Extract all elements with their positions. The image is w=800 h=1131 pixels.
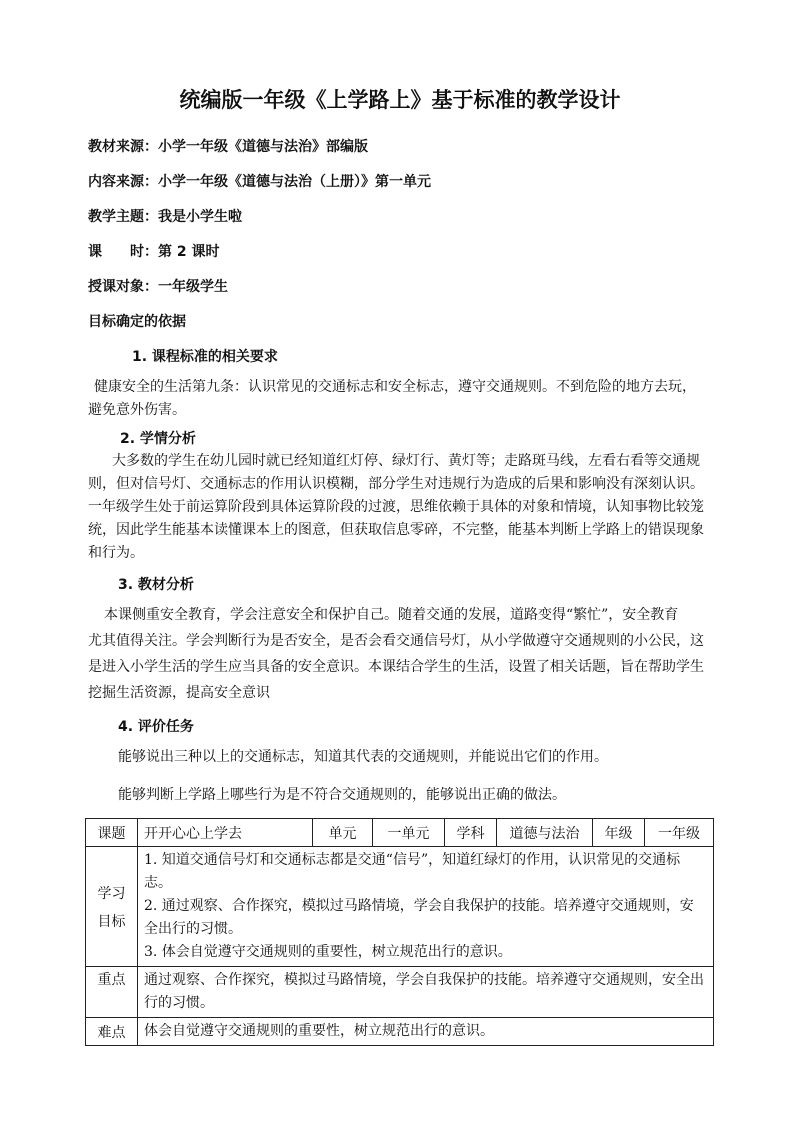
- goals-label: 学习 目标: [86, 847, 138, 967]
- difficult-label: 难点: [86, 1018, 138, 1046]
- lesson-plan-table: [85, 818, 714, 1046]
- key-label: 重点: [86, 967, 138, 1018]
- section-body-standards: 健康安全的生活第九条：认识常见的交通标志和安全标志，遵守交通规则。不到危险的地方去玩， 避免意外伤害。: [88, 379, 696, 418]
- grade-value: 一年级: [645, 819, 714, 847]
- subject-label: 学科: [445, 819, 497, 847]
- section-heading-students: 2. 学情分析: [120, 431, 196, 447]
- topic-value: 开开心心上学去: [138, 819, 313, 847]
- goals-content: 1. 知道交通信号灯和交通标志都是交通“信号”，知道红绿灯的作用，认识常见的交通标 志。 2. 通过观察、合作探究，模拟过马路情境，学会自我保护的技能。培养遵守交通规则，安 全出行的习惯。 3. 体会自觉遵守交通规则的重要性，树立规范出行的意识。: [138, 847, 714, 967]
- meta-audience: 授课对象：一年级学生: [88, 279, 228, 295]
- key-content: 通过观察、合作探究，模拟过马路情境，学会自我保护的技能。培养遵守交通规则，安全出 行的习惯。: [138, 967, 714, 1018]
- meta-theme: 教学主题：我是小学生啦: [88, 209, 242, 225]
- subject-value: 道德与法治: [497, 819, 593, 847]
- table-row-difficult-points: [86, 1018, 714, 1046]
- table-row-key-points: [86, 967, 714, 1018]
- evaluation-task-2: 能够判断上学路上哪些行为是不符合交通规则的，能够说出正确的做法。: [118, 787, 566, 803]
- grade-label: 年级: [593, 819, 645, 847]
- section-heading-evaluation: 4. 评价任务: [118, 719, 194, 735]
- meta-source: 教材来源：小学一年级《道德与法治》部编版: [88, 139, 368, 155]
- basis-heading: 目标确定的依据: [88, 314, 186, 330]
- unit-value: 一单元: [373, 819, 445, 847]
- table-row-goals: [86, 847, 714, 967]
- section-body-students: 大多数的学生在幼儿园时就已经知道红灯停、绿灯行、黄灯等；走路斑马线，左看右看等交通规 则，但对信号灯、交通标志的作用认识模糊，部分学生对违规行为造成的后果和影响没有深刻认识。 一年级学生处于前运算阶段到具体运算阶段的过渡，思维依赖于具体的对象和情境，认知事物比较笼 统，因此学生能基本读懂课本上的图意，但获取信息零碎，不完整，能基本判断上学路上的错误现象 和行为。: [88, 453, 704, 561]
- evaluation-task-1: 能够说出三种以上的交通标志，知道其代表的交通规则，并能说出它们的作用。: [118, 749, 608, 765]
- section-heading-standards: 1. 课程标准的相关要求: [132, 349, 278, 365]
- unit-label: 单元: [313, 819, 373, 847]
- meta-content-source: 内容来源：小学一年级《道德与法治（上册）》第一单元: [88, 174, 431, 190]
- topic-label: 课题: [86, 819, 138, 847]
- difficult-content: 体会自觉遵守交通规则的重要性，树立规范出行的意识。: [138, 1018, 714, 1046]
- document-title: 统编版一年级《上学路上》基于标准的教学设计: [179, 88, 621, 112]
- meta-period: 课 时：第 2 课时: [88, 244, 220, 260]
- section-heading-textbook: 3. 教材分析: [118, 577, 194, 593]
- section-body-textbook: 本课侧重安全教育，学会注意安全和保护自己。随着交通的发展，道路变得“繁忙”，安全教育 尤其值得关注。学会判断行为是否安全，是否会看交通信号灯，从小学做遵守交通规则的小公民，这 是进入小学生活的学生应当具备的安全意识。本课结合学生的生活，设置了相关话题，旨在帮助学生 挖掘生活资源，提高安全意识: [88, 607, 704, 701]
- table-row-topic: [86, 819, 714, 847]
